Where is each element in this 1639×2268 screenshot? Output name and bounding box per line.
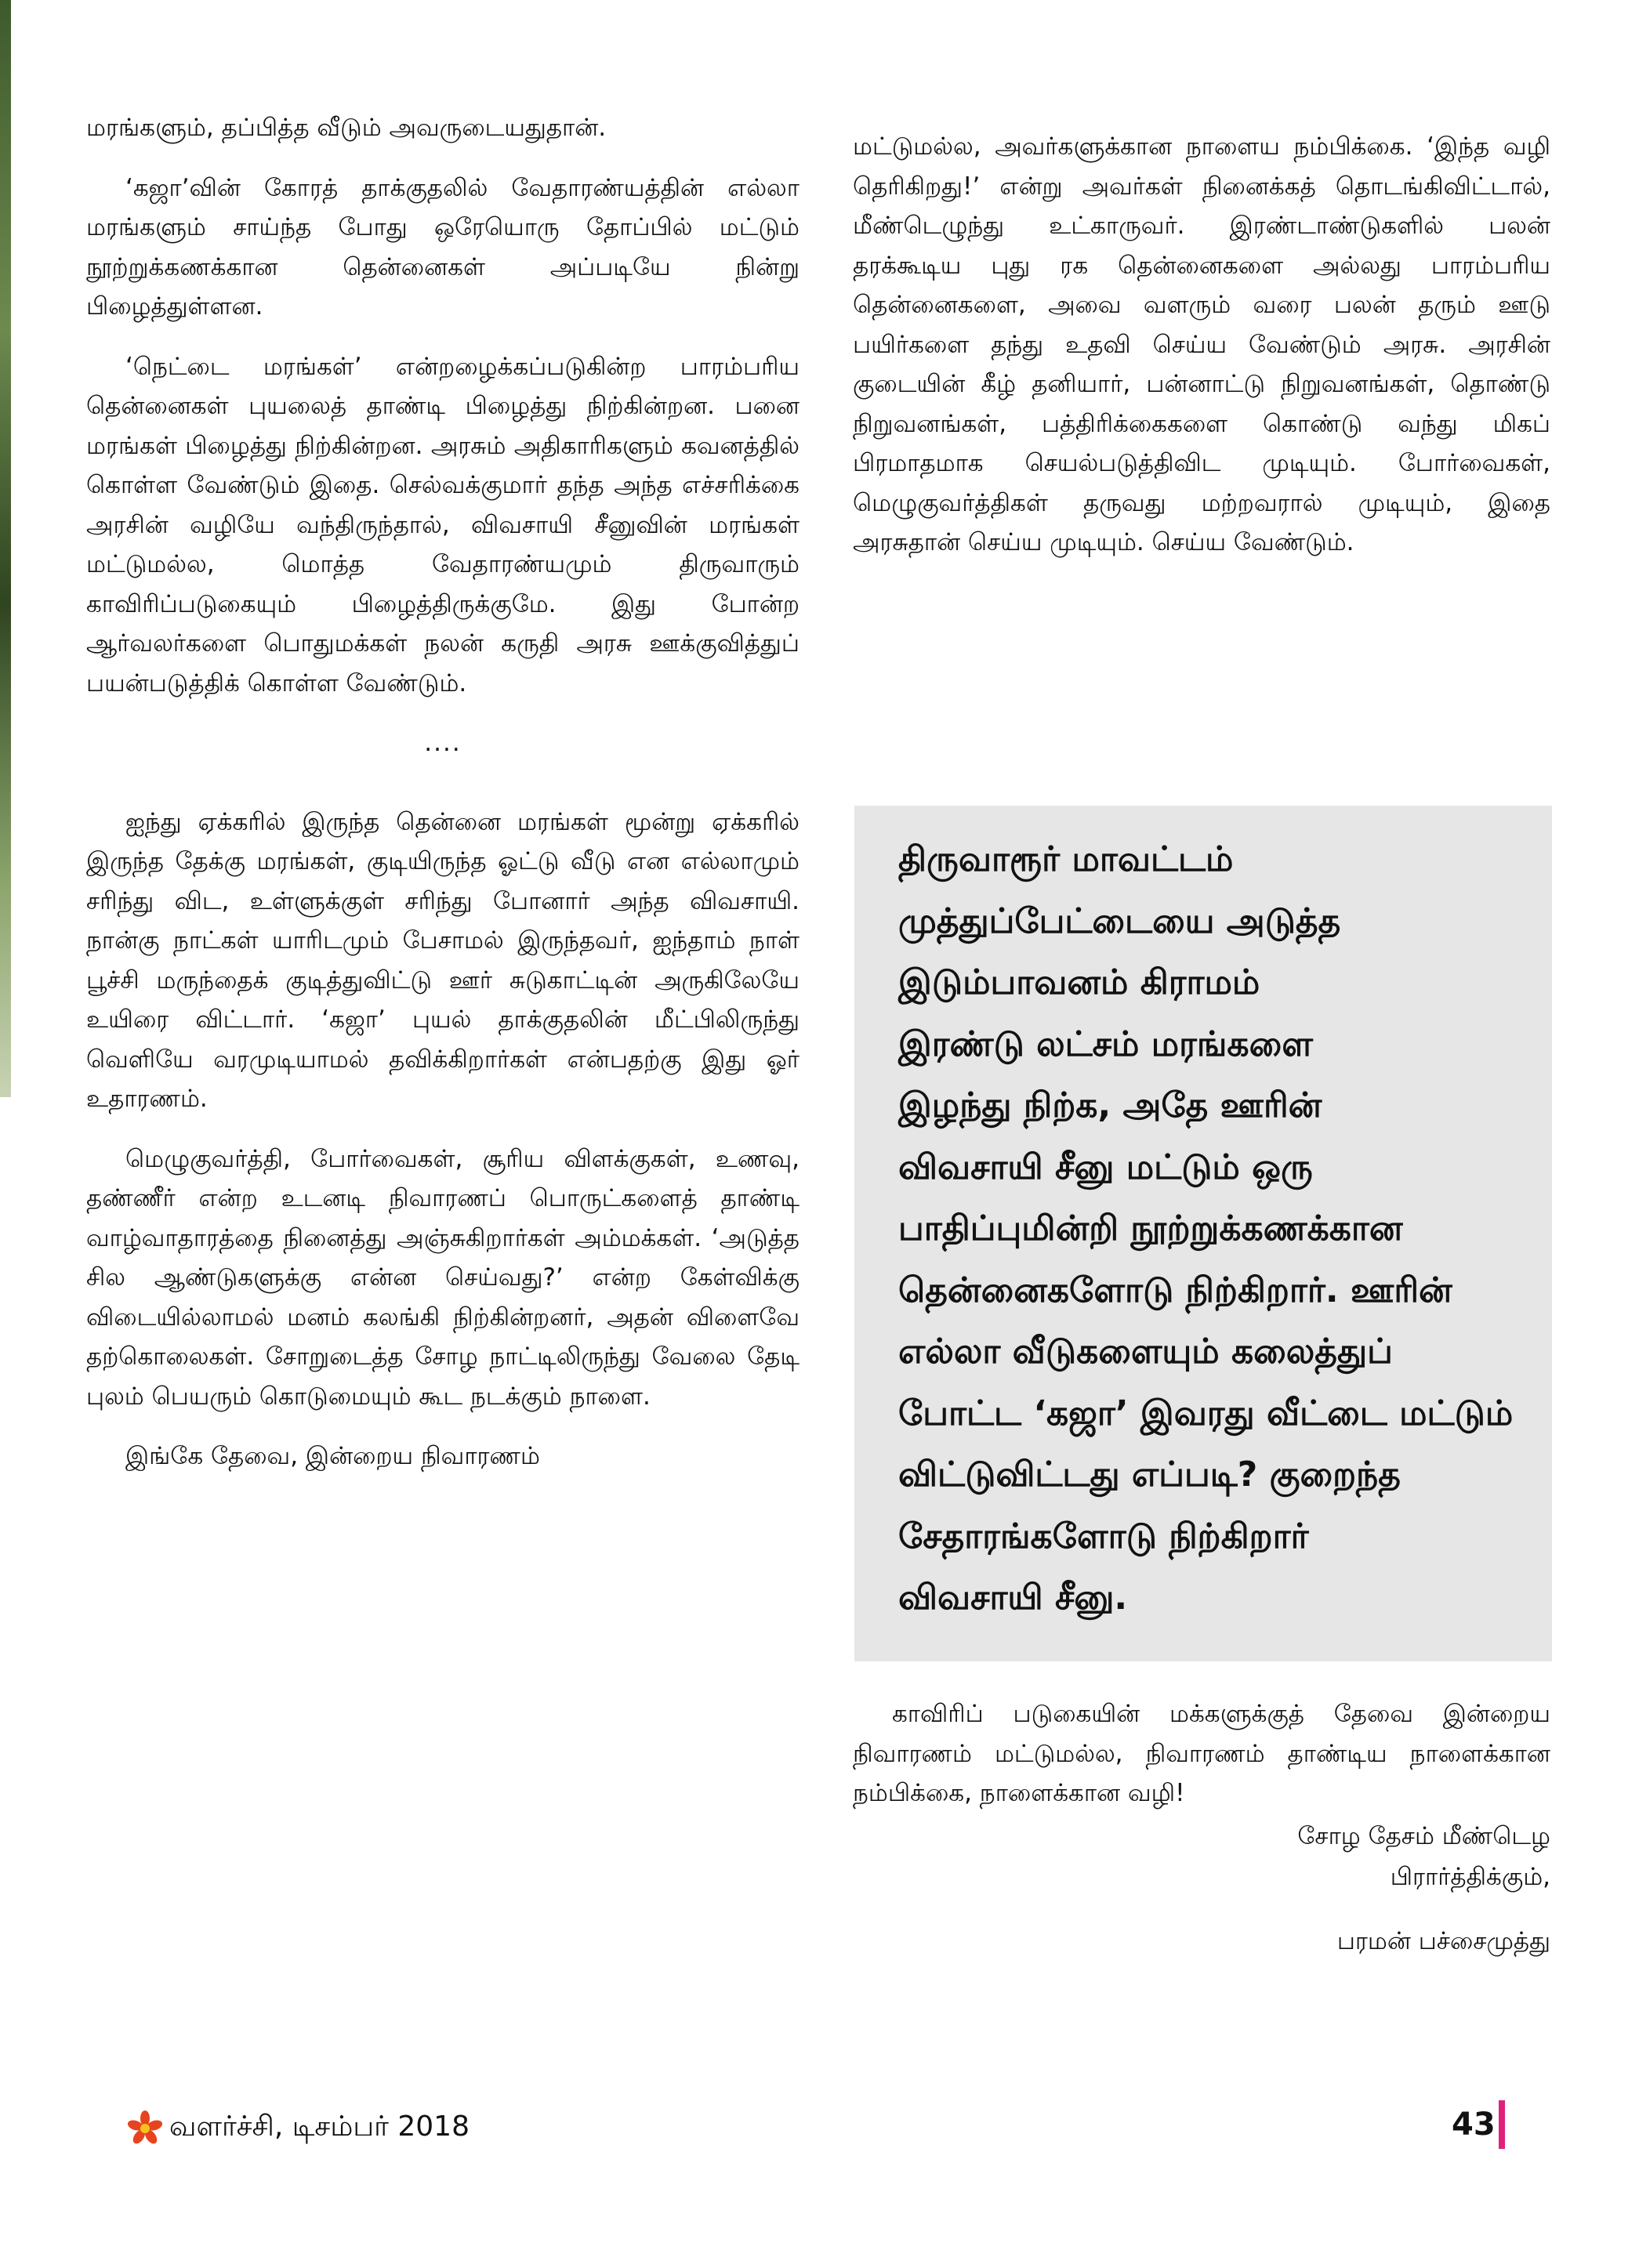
pull-quote-box	[854, 806, 1552, 1661]
pull-quote-line: விவசாயி சீனு.	[898, 1578, 1128, 1618]
pull-quote-line: பாதிப்புமின்றி நூற்றுக்கணக்கான	[898, 1208, 1403, 1248]
pull-quote-line: போட்ட ‘கஜா’ இவரது வீட்டை மட்டும்	[898, 1393, 1514, 1433]
pull-quote-line: இரண்டு லட்சம் மரங்களை	[898, 1023, 1313, 1064]
magazine-issue: வளர்ச்சி, டிசம்பர் 2018	[169, 2110, 470, 2143]
left-column	[86, 108, 800, 1497]
pull-quote-line: திருவாரூர் மாவட்டம்	[898, 839, 1234, 879]
pull-quote-line: முத்துப்பேட்டையை அடுத்த	[898, 900, 1341, 941]
sign-off-line-1: சோழ தேசம் மீண்டெழ	[1297, 1822, 1550, 1850]
pull-quote-line: எல்லா வீடுகளையும் கலைத்துப்	[898, 1331, 1393, 1371]
edge-photo-strip	[0, 0, 11, 1097]
sign-off-line-2: பிரார்த்திக்கும்,	[1390, 1863, 1550, 1891]
pull-quote-line: இழந்து நிற்க, அதே ஊரின்	[898, 1085, 1322, 1125]
page-number: 43	[1452, 2107, 1496, 2143]
right-column	[853, 127, 1550, 583]
paragraph: மரங்களும், தப்பித்த வீடும் அவருடையதுதான்.	[86, 114, 607, 142]
paragraph: மட்டுமல்ல, அவர்களுக்கான நாளைய நம்பிக்கை. ‘இந்த வழி தெரிகிறது!’ என்று அவர்கள் நினைக்கத் தொடங்கிவிட்டால், மீண்டெழுந்து உட்காருவர். இரண்டாண்டுகளில் பலன் தரக்கூடிய புது ரக தென்னைகளை அல்லது பாரம்பரிய தென்னைகளை, அவை வளரும் வரை பலன் தரும் ஊடு பயிர்களை தந்து உதவி செய்ய வேண்டும் அரசு. அரசின் குடையின் கீழ் தனியார், பன்னாட்டு நிறுவனங்கள், தொண்டு நிறுவனங்கள், பத்திரிக்கைகளை கொண்டு வந்து மிகப் பிரமாதமாக செயல்படுத்திவிட முடியும். போர்வைகள், மெழுகுவர்த்திகள் தருவது மற்றவரால் முடியும், இதை அரசுதான் செய்ய முடியும். செய்ய வேண்டும்.	[853, 132, 1550, 556]
flower-icon	[127, 2110, 163, 2147]
paragraph: மெழுகுவர்த்தி, போர்வைகள், சூரிய விளக்குகள், உணவு, தண்ணீர் என்ற உடனடி நிவாரணப் பொருட்களைத் தாண்டி வாழ்வாதாரத்தை நினைத்து அஞ்சுகிறார்கள் அம்மக்கள். ‘அடுத்த சில ஆண்டுகளுக்கு என்ன செய்வது?’ என்ற கேள்விக்கு விடையில்லாமல் மனம் கலங்கி நிற்கின்றனர், அதன் விளைவே தற்கொலைகள். சோறுடைத்த சோழ நாட்டிலிருந்து வேலை தேடி புலம் பெயரும் கொடுமையும் கூட நடக்கும் நாளை.	[86, 1144, 800, 1411]
pull-quote-line: சேதாரங்களோடு நிற்கிறார்	[898, 1516, 1309, 1556]
paragraph: இங்கே தேவை, இன்றைய நிவாரணம்	[125, 1442, 540, 1470]
section-separator: ....	[424, 729, 462, 757]
paragraph: ஐந்து ஏக்கரில் இருந்த தென்னை மரங்கள் மூன்று ஏக்கரில் இருந்த தேக்கு மரங்கள், குடியிருந்த ஓட்டு வீடு என எல்லாமும் சரிந்து விட, உள்ளுக்குள் சரிந்து போனார் அந்த விவசாயி. நான்கு நாட்கள் யாரிடமும் பேசாமல் இருந்தவர், ஐந்தாம் நாள் பூச்சி மருந்தைக் குடித்துவிட்டு ஊர் சுடுகாட்டின் அருகிலேயே உயிரை விட்டார். ‘கஜா’ புயல் தாக்குதலின் மீட்பிலிருந்து வெளியே வரமுடியாமல் தவிக்கிறார்கள் என்பதற்கு இது ஓர் உதாரணம்.	[86, 807, 800, 1113]
paragraph: ‘நெட்டை மரங்கள்’ என்றழைக்கப்படுகின்ற பாரம்பரிய தென்னைகள் புயலைத் தாண்டி பிழைத்து நிற்கின்றன. பனை மரங்கள் பிழைத்து நிற்கின்றன. அரசும் அதிகாரிகளும் கவனத்தில் கொள்ள வேண்டும் இதை. செல்வக்குமார் தந்த அந்த எச்சரிக்கை அரசின் வழியே வந்திருந்தால், விவசாயி சீனுவின் மரங்கள் மட்டுமல்ல, மொத்த வேதாரண்யமும் திருவாரும் காவிரிப்படுகையும் பிழைத்திருக்குமே. இது போன்ற ஆர்வலர்களை பொதுமக்கள் நலன் கருதி அரசு ஊக்குவித்துப் பயன்படுத்திக் கொள்ள வேண்டும்.	[86, 352, 800, 697]
footer-magazine	[127, 2108, 470, 2149]
pull-quote-line: தென்னைகளோடு நிற்கிறார். ஊரின்	[898, 1270, 1452, 1310]
page-accent-bar	[1499, 2100, 1505, 2149]
pull-quote-line: இடும்பாவனம் கிராமம்	[898, 962, 1260, 1002]
closing-paragraph: காவிரிப் படுகையின் மக்களுக்குத் தேவை இன்றைய நிவாரணம் மட்டுமல்ல, நிவாரணம் தாண்டிய நாளைக்கான நம்பிக்கை, நாளைக்கான வழி!	[853, 1700, 1550, 1807]
closing-paragraph-block	[853, 1694, 1550, 1813]
author-name: பரமன் பச்சைமுத்து	[1336, 1927, 1550, 1955]
pull-quote-line: விவசாயி சீனு மட்டும் ஒரு	[898, 1147, 1313, 1187]
pull-quote-line: விட்டுவிட்டது எப்படி? குறைந்த	[898, 1455, 1401, 1494]
paragraph: ‘கஜா’வின் கோரத் தாக்குதலில் வேதாரண்யத்தின் எல்லா மரங்களும் சாய்ந்த போது ஒரேயொரு தோப்பில் மட்டும் நூற்றுக்கணக்கான தென்னைகள் அப்படியே நின்று பிழைத்துள்ளன.	[86, 173, 800, 321]
